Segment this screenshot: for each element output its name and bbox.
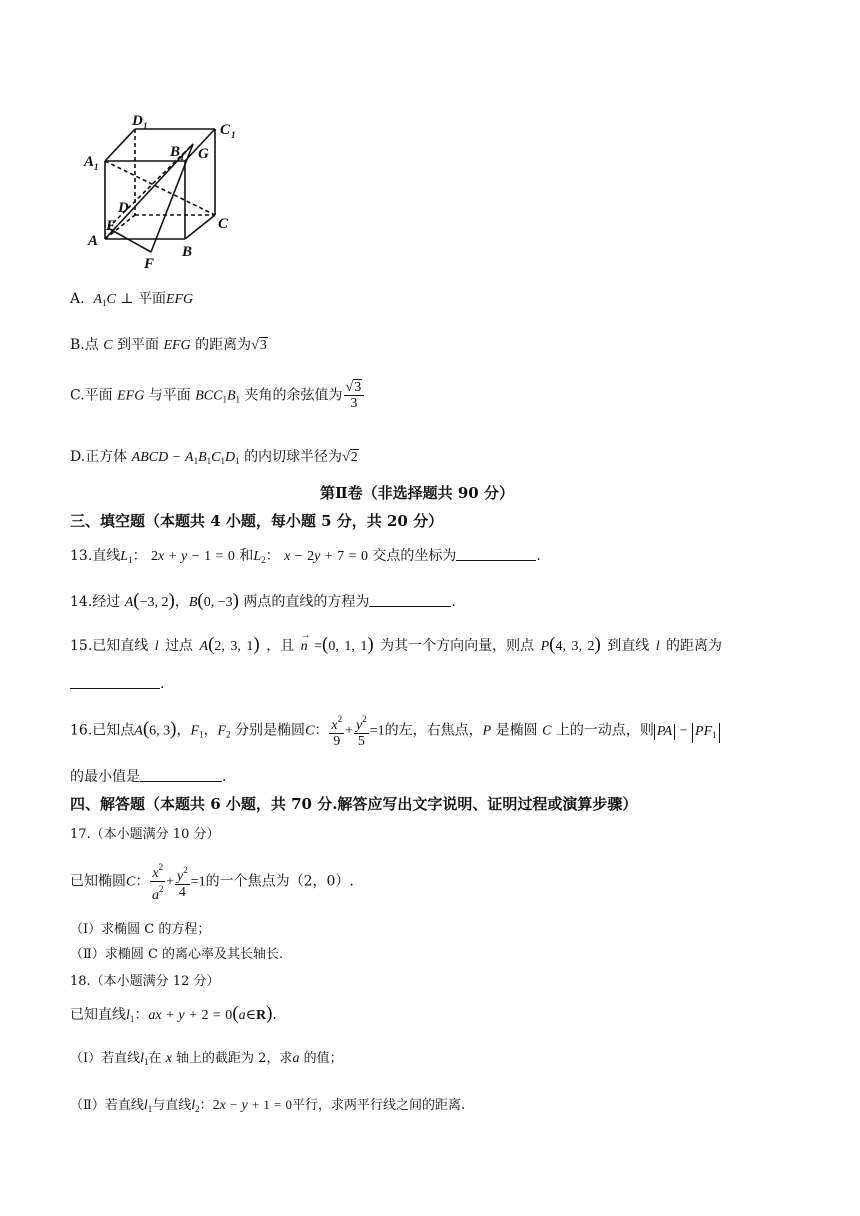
question-15-line1: 15.已知直线 l 过点 A(2, 3, 1) ，且 n → =(0, 1, 1) 为其一个方向向量，则点 P(4, 3, 2) 到直线 l 的距离为 (70, 630, 723, 655)
svg-text:1: 1 (143, 121, 148, 131)
question-15-line2: . (70, 676, 164, 692)
label-e: E (106, 218, 117, 234)
label-b: B (182, 244, 193, 260)
section4-title: 四、解答题（本题共 6 小题，共 70 分.解答应写出文字说明、证明过程或演算步骤） (70, 795, 638, 813)
option-c: C.平面 EFG 与平面 $BCC_1B_1$ 夹角的余弦值为 $\frac{√3}{3}$ (70, 380, 365, 411)
label-b1: B (170, 144, 181, 160)
svg-text:1: 1 (231, 130, 236, 140)
label-c: C (218, 216, 229, 232)
label-a: A (88, 233, 99, 249)
option-b: B.点 C 到平面 EFG 的距离为√3 (70, 337, 267, 353)
svg-text:1: 1 (180, 152, 185, 162)
option-d: D.正方体 ABCD − $A_1B_1C_1D_1$ 的内切球半径为√2 (70, 449, 358, 466)
part2-title: 第Ⅱ卷（非选择题共 90 分） (320, 484, 514, 502)
label-f: F (144, 256, 155, 272)
svg-text:1: 1 (94, 162, 99, 172)
question-17-part1: （Ⅰ）求椭圆 C 的方程； (70, 922, 211, 937)
question-18-part1: （Ⅰ）若直线$l_1$在 x 轴上的截距为 2，求a 的值； (70, 1051, 343, 1067)
question-14: 14.经过 A(−3, 2)，B(0, −3) 两点的直线的方程为 . (70, 590, 456, 611)
question-17-statement: 已知椭圆C： $\frac{x^2}{a^2}$ + $\frac{y^2}{4}$ =1的一个焦点为（2，0）. (70, 862, 354, 903)
question-16-line1: 16.已知点A(6, 3)，$F_1$，$F_2$ 分别是椭圆C： $\frac{x^2}{9}$ + $\frac{y^2}{5}$ =1的左，右焦点，P 是椭圆 C 上的一动点，则 PA − $PF_1$ (70, 712, 720, 749)
option-a: A. $A_1C$ ⊥ 平面EFG (70, 291, 194, 308)
label-d: D (118, 200, 129, 216)
question-18-part2: （Ⅱ）若直线$l_1$与直线$l_2$：2x − y + 1 = 0平行，求两平行线之间的距离. (70, 1097, 466, 1114)
question-18-statement: 已知直线$l_1$：ax + y + 2 = 0(a∈R). (70, 1003, 277, 1024)
label-c1: C (220, 122, 231, 138)
label-d1: D (132, 113, 143, 129)
question-17-header: 17.（本小题满分 10 分） (70, 827, 220, 842)
cube-diagram (70, 110, 260, 275)
label-g: G (198, 146, 209, 162)
cube-figure (70, 110, 260, 275)
section3-title: 三、填空题（本题共 4 小题，每小题 5 分，共 20 分） (70, 512, 444, 530)
question-13: 13.直线$L_1$： 2x + y − 1 = 0 和$L_2$： x − 2y + 7 = 0 交点的坐标为 . (70, 548, 541, 565)
question-16-line2: 的最小值是 . (70, 769, 227, 785)
question-18-header: 18.（本小题满分 12 分） (70, 974, 220, 989)
question-17-part2: （Ⅱ）求椭圆 C 的离心率及其长轴长. (70, 947, 284, 962)
label-a1: A (84, 154, 95, 170)
